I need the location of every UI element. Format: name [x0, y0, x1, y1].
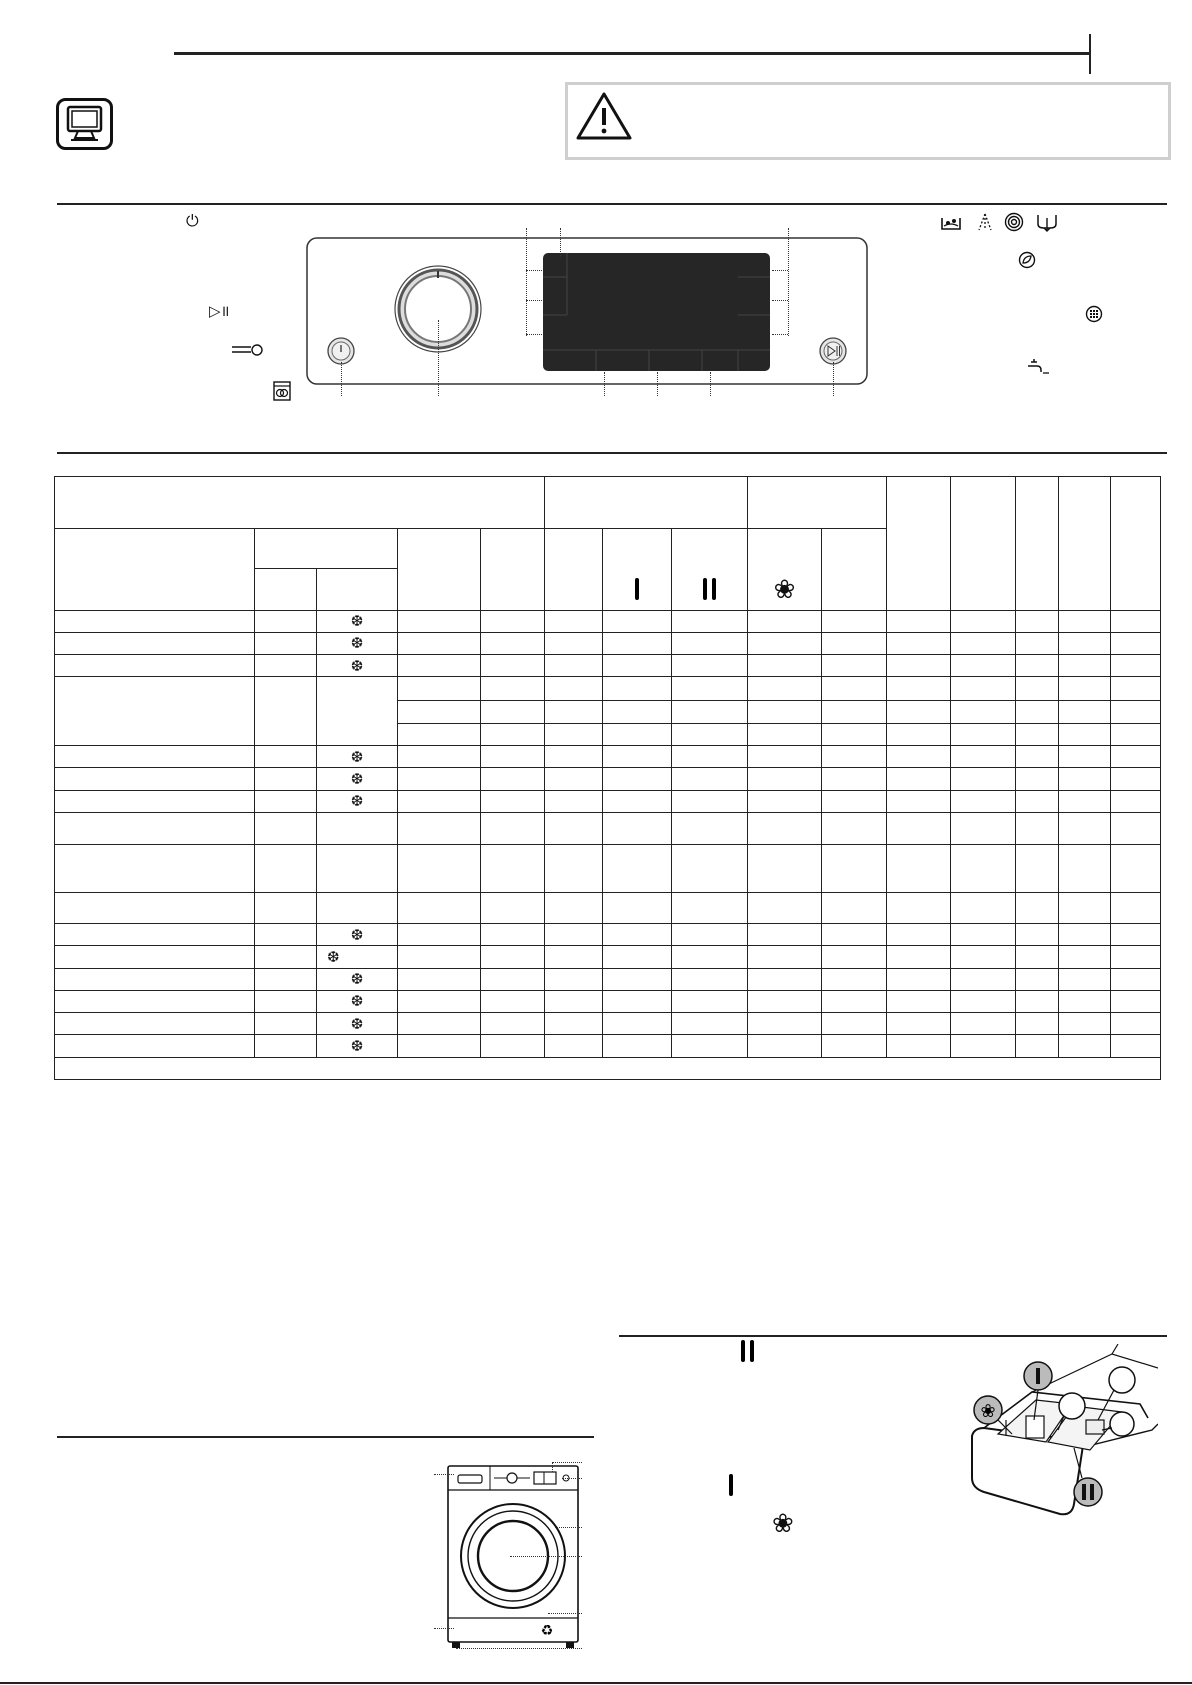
dispenser-diagram	[962, 1344, 1158, 1524]
section-rule-panel	[57, 203, 1167, 205]
compartment-two-symbol	[741, 1340, 754, 1362]
machine-leader-5	[555, 1527, 582, 1528]
bar-one-icon	[729, 1474, 733, 1496]
leader-top-1	[526, 228, 527, 336]
drain-icon	[1036, 212, 1058, 237]
key-lock-icon	[231, 343, 265, 362]
flake-icon: ❆	[317, 746, 398, 768]
leader-h-1	[526, 270, 542, 271]
warning-box	[565, 82, 1171, 160]
warning-triangle-icon	[575, 91, 633, 146]
leader-display-3	[710, 372, 711, 396]
flake-icon: ❆	[317, 655, 398, 677]
section-rule-table	[57, 452, 1167, 454]
section-rule-dispenser	[619, 1335, 1167, 1337]
machine-leader-1	[434, 1474, 454, 1475]
svg-text:❀: ❀	[980, 1401, 996, 1422]
leader-h-3	[526, 334, 542, 335]
header-cell-detergent	[545, 477, 748, 529]
eco-icon	[1018, 251, 1036, 274]
flake-icon: ❆	[317, 768, 398, 790]
leader-top-3	[788, 228, 789, 336]
flake-icon: ❆	[317, 790, 398, 812]
leader-top-2	[560, 228, 561, 258]
leader-h-6	[772, 334, 788, 335]
svg-text:♻: ♻	[540, 1623, 554, 1639]
softener-header: ❀	[748, 569, 822, 610]
leader-power	[341, 362, 342, 396]
rinse-icon	[975, 212, 995, 237]
header-cell-temp	[748, 477, 887, 529]
compartment-one-symbol	[729, 1474, 733, 1496]
machine-leader-3v	[552, 1462, 553, 1472]
wash-dry-icon	[272, 381, 292, 406]
machine-leader-4	[562, 1478, 582, 1479]
leader-start	[833, 362, 834, 396]
flake-icon: ❆	[317, 632, 398, 654]
flake-icon: ❆	[317, 946, 398, 968]
start-pause-icon: ▷॥	[209, 303, 230, 320]
wash-icon	[940, 213, 962, 236]
compartment-two-header	[672, 569, 748, 610]
table-footer	[55, 1057, 1161, 1079]
machine-leader-8	[456, 1648, 582, 1649]
flake-icon: ❆	[317, 1035, 398, 1057]
leader-knob	[438, 320, 439, 396]
tap-icon	[1025, 356, 1051, 381]
section-rule-machine	[57, 1436, 594, 1438]
power-icon: ⏻	[186, 213, 199, 230]
leader-h-5	[772, 300, 788, 301]
washing-machine-diagram	[434, 1448, 594, 1658]
machine-leader-3	[552, 1462, 582, 1463]
bar-two-icon	[741, 1340, 754, 1362]
leader-display-2	[657, 372, 658, 396]
top-rule-tick	[1089, 34, 1091, 74]
grid-icon	[1085, 305, 1103, 328]
spin-icon	[1004, 212, 1024, 237]
flake-icon: ❆	[317, 924, 398, 946]
flake-icon: ❆	[317, 1013, 398, 1035]
flake-icon: ❆	[317, 610, 398, 632]
machine-leader-7	[548, 1613, 582, 1614]
top-rule	[174, 52, 1090, 55]
bottom-rule	[0, 1682, 1192, 1684]
machine-leader-6	[510, 1556, 582, 1557]
program-table	[54, 476, 1161, 1080]
header-cell-name	[55, 528, 255, 610]
machine-leader-2	[434, 1628, 454, 1629]
monitor-icon	[56, 98, 113, 150]
leader-h-2	[526, 300, 542, 301]
compartment-one-header	[603, 569, 672, 610]
bar-two-icon	[703, 578, 716, 600]
bar-one-icon	[635, 578, 639, 600]
leader-h-4	[772, 270, 788, 271]
leader-display-1	[604, 372, 605, 396]
flake-icon: ❆	[317, 968, 398, 990]
header-cell-program	[55, 477, 545, 529]
flake-icon: ❆	[317, 990, 398, 1012]
control-panel	[306, 237, 868, 385]
softener-symbol: ❀	[772, 1508, 794, 1538]
